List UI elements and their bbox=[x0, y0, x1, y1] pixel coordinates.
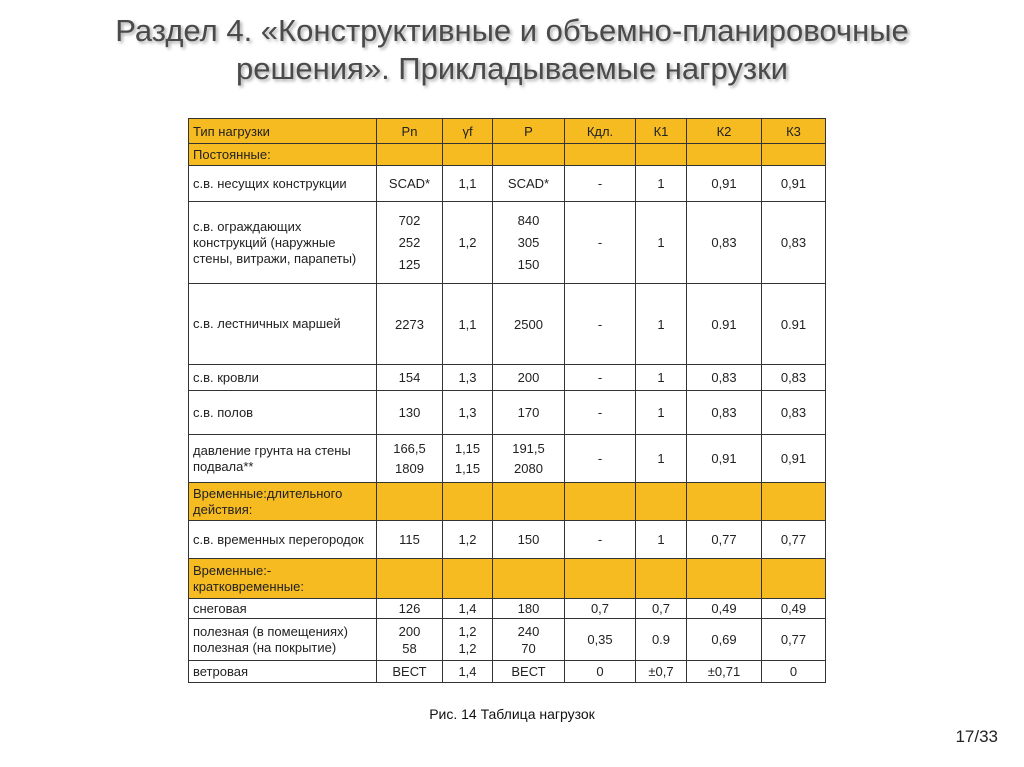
cell-k2: 0,69 bbox=[687, 619, 762, 661]
cell-k2: 0,83 bbox=[687, 365, 762, 391]
cell-kdl: 0 bbox=[565, 661, 636, 683]
header-kdl: Кдл. bbox=[565, 119, 636, 144]
cell-k3: 0,83 bbox=[762, 391, 826, 435]
cell-load-type: давление грунта на стены подвала** bbox=[189, 435, 377, 483]
cell-load-type: ветровая bbox=[189, 661, 377, 683]
cell-gf: 1,2 1,2 bbox=[443, 619, 493, 661]
cell-gf: 1,15 1,15 bbox=[443, 435, 493, 483]
cell-pn: 115 bbox=[377, 521, 443, 559]
cell-load-type: полезная (в помещениях) полезная (на покрытие) bbox=[189, 619, 377, 661]
cell-k3: 0.91 bbox=[762, 284, 826, 365]
cell-k1: 1 bbox=[636, 365, 687, 391]
cell-p: 150 bbox=[493, 521, 565, 559]
cell-pn: SCAD* bbox=[377, 166, 443, 202]
cell-k2: 0,91 bbox=[687, 435, 762, 483]
cell-k3: 0 bbox=[762, 661, 826, 683]
cell-gf: 1,1 bbox=[443, 166, 493, 202]
cell-p: SCAD* bbox=[493, 166, 565, 202]
cell-kdl: - bbox=[565, 166, 636, 202]
cell-load-type: с.в. лестничных маршей bbox=[189, 284, 377, 365]
cell-k1: 0.9 bbox=[636, 619, 687, 661]
cell-load-type: снеговая bbox=[189, 599, 377, 619]
table-row bbox=[189, 435, 826, 483]
section-row bbox=[189, 559, 826, 599]
slide-title bbox=[0, 12, 1024, 88]
header-gf: γf bbox=[443, 119, 493, 144]
cell-pn: 126 bbox=[377, 599, 443, 619]
table-row bbox=[189, 521, 826, 559]
section-row bbox=[189, 144, 826, 166]
cell-gf: 1,4 bbox=[443, 661, 493, 683]
table-row bbox=[189, 391, 826, 435]
cell-k2: ±0,71 bbox=[687, 661, 762, 683]
table-row bbox=[189, 365, 826, 391]
section-label: Постоянные: bbox=[189, 144, 377, 166]
cell-pn: 200 58 bbox=[377, 619, 443, 661]
table-row bbox=[189, 599, 826, 619]
cell-kdl: - bbox=[565, 365, 636, 391]
cell-kdl: - bbox=[565, 202, 636, 284]
header-k2: К2 bbox=[687, 119, 762, 144]
title-line-2: решения». Прикладываемые нагрузки bbox=[236, 51, 788, 86]
cell-k1: 1 bbox=[636, 284, 687, 365]
cell-p: 180 bbox=[493, 599, 565, 619]
cell-load-type: с.в. ограждающих конструкций (наружные стены, витражи, парапеты) bbox=[189, 202, 377, 284]
cell-load-type: с.в. полов bbox=[189, 391, 377, 435]
cell-pn: ВЕСТ bbox=[377, 661, 443, 683]
cell-p: 840 305 150 bbox=[493, 202, 565, 284]
header-pn: Pn bbox=[377, 119, 443, 144]
cell-p: 2500 bbox=[493, 284, 565, 365]
cell-p: 200 bbox=[493, 365, 565, 391]
cell-gf: 1,2 bbox=[443, 521, 493, 559]
cell-k2: 0,83 bbox=[687, 391, 762, 435]
table-row bbox=[189, 619, 826, 661]
cell-k1: 1 bbox=[636, 521, 687, 559]
section-row bbox=[189, 483, 826, 521]
cell-k1: ±0,7 bbox=[636, 661, 687, 683]
cell-k3: 0,83 bbox=[762, 202, 826, 284]
loads-table bbox=[188, 118, 826, 683]
cell-k1: 1 bbox=[636, 166, 687, 202]
figure-caption: Рис. 14 Таблица нагрузок bbox=[429, 706, 595, 722]
cell-k1: 0,7 bbox=[636, 599, 687, 619]
cell-k3: 0,77 bbox=[762, 619, 826, 661]
cell-kdl: 0,35 bbox=[565, 619, 636, 661]
cell-kdl: - bbox=[565, 284, 636, 365]
cell-load-type: с.в. несущих конструкции bbox=[189, 166, 377, 202]
table-row bbox=[189, 166, 826, 202]
cell-k3: 0,91 bbox=[762, 435, 826, 483]
table-row bbox=[189, 284, 826, 365]
cell-p: 191,5 2080 bbox=[493, 435, 565, 483]
header-load-type: Тип нагрузки bbox=[189, 119, 377, 144]
section-label: Временные:- кратковременные: bbox=[189, 559, 377, 599]
cell-k1: 1 bbox=[636, 202, 687, 284]
cell-pn: 154 bbox=[377, 365, 443, 391]
cell-gf: 1,3 bbox=[443, 365, 493, 391]
cell-pn: 130 bbox=[377, 391, 443, 435]
cell-kdl: - bbox=[565, 435, 636, 483]
table-row bbox=[189, 661, 826, 683]
header-k3: К3 bbox=[762, 119, 826, 144]
section-label: Временные:длительного действия: bbox=[189, 483, 377, 521]
cell-gf: 1,4 bbox=[443, 599, 493, 619]
cell-load-type: с.в. кровли bbox=[189, 365, 377, 391]
cell-p: 240 70 bbox=[493, 619, 565, 661]
cell-k2: 0,49 bbox=[687, 599, 762, 619]
page-number: 17/33 bbox=[955, 727, 998, 746]
cell-p: 170 bbox=[493, 391, 565, 435]
cell-pn: 166,5 1809 bbox=[377, 435, 443, 483]
cell-pn: 2273 bbox=[377, 284, 443, 365]
cell-pn: 702 252 125 bbox=[377, 202, 443, 284]
cell-k1: 1 bbox=[636, 435, 687, 483]
cell-kdl: - bbox=[565, 521, 636, 559]
cell-load-type: с.в. временных перегородок bbox=[189, 521, 377, 559]
cell-gf: 1,3 bbox=[443, 391, 493, 435]
title-line-1: Раздел 4. «Конструктивные и объемно-планировочные bbox=[115, 13, 909, 48]
cell-k2: 0.91 bbox=[687, 284, 762, 365]
cell-k2: 0,83 bbox=[687, 202, 762, 284]
cell-k2: 0,77 bbox=[687, 521, 762, 559]
header-p: P bbox=[493, 119, 565, 144]
cell-gf: 1,2 bbox=[443, 202, 493, 284]
cell-k3: 0,83 bbox=[762, 365, 826, 391]
cell-k1: 1 bbox=[636, 391, 687, 435]
table-row bbox=[189, 202, 826, 284]
cell-k3: 0,91 bbox=[762, 166, 826, 202]
table-header-row bbox=[189, 119, 826, 144]
cell-kdl: 0,7 bbox=[565, 599, 636, 619]
cell-k3: 0,77 bbox=[762, 521, 826, 559]
cell-k3: 0,49 bbox=[762, 599, 826, 619]
cell-k2: 0,91 bbox=[687, 166, 762, 202]
header-k1: К1 bbox=[636, 119, 687, 144]
cell-gf: 1,1 bbox=[443, 284, 493, 365]
cell-p: ВЕСТ bbox=[493, 661, 565, 683]
cell-kdl: - bbox=[565, 391, 636, 435]
